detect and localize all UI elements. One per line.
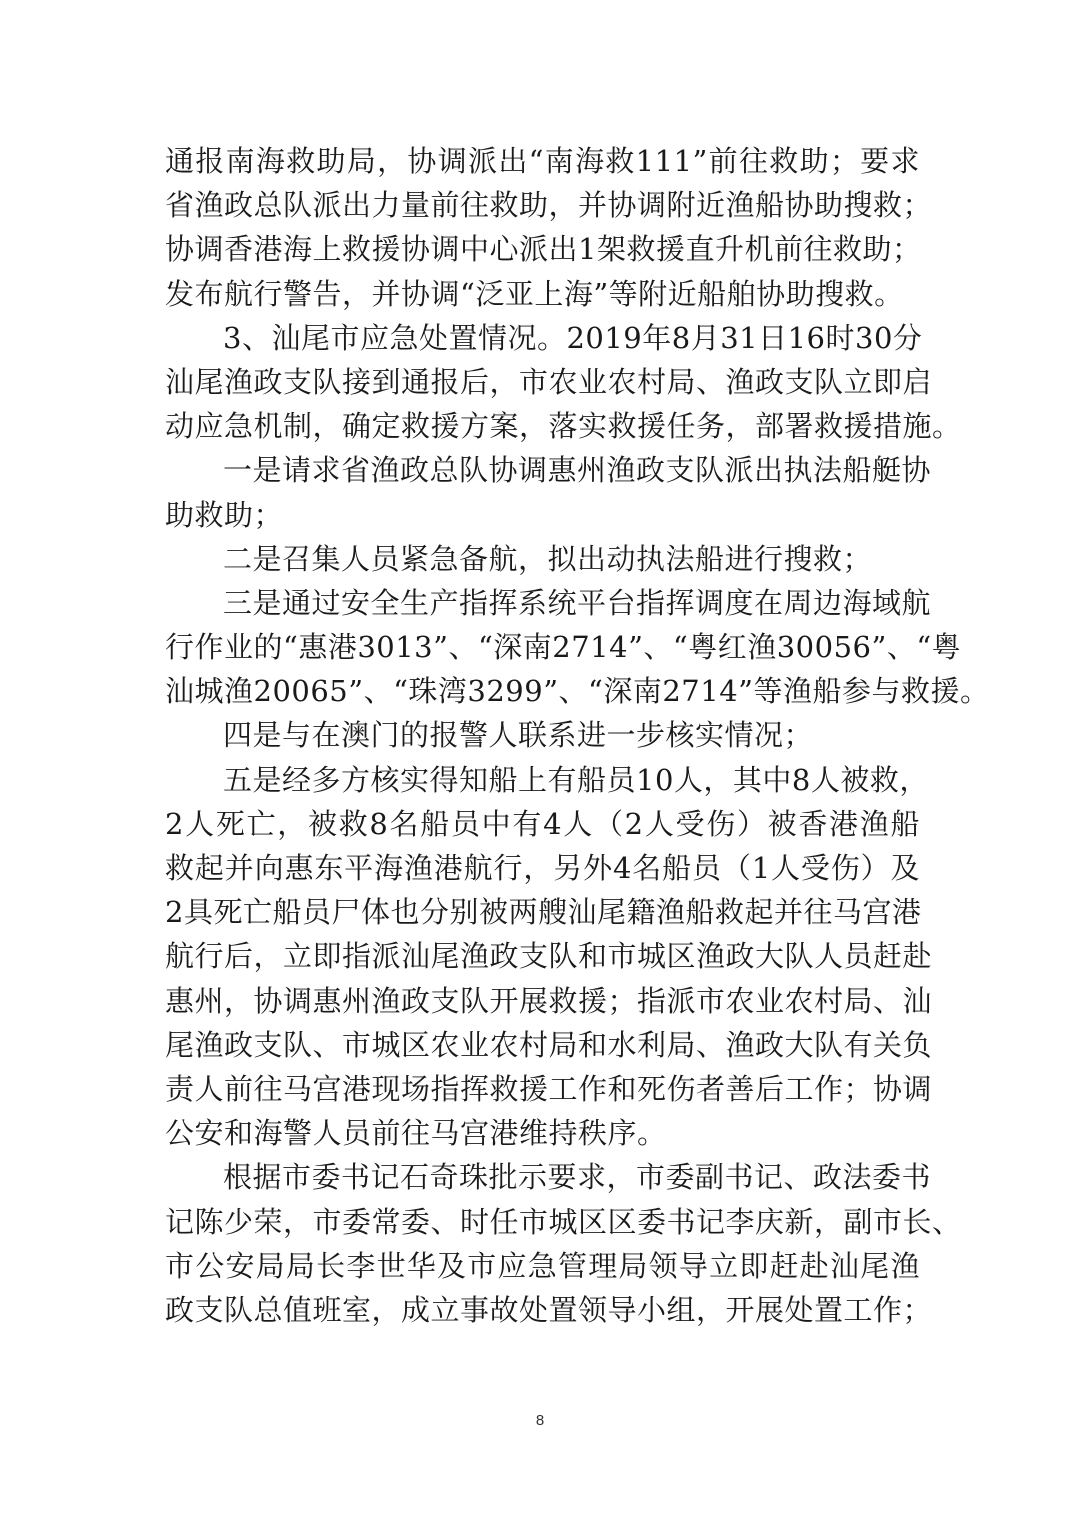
text-line: 行作业的“惠港3013”、“深南2714”、“粤红渔30056”、“粤 <box>165 630 962 665</box>
text-line: 汕尾渔政支队接到通报后，市农业农村局、渔政支队立即启 <box>165 364 933 399</box>
text-line: 三是通过安全生产指挥系统平台指挥调度在周边海域航 <box>223 585 932 620</box>
text-line: 助救助； <box>165 497 284 532</box>
text-line: 省渔政总队派出力量前往救助，并协调附近渔船协助搜救； <box>165 188 933 223</box>
text-line: 政支队总值班室，成立事故处置领导小组，开展处置工作； <box>165 1292 933 1327</box>
text-line: 记陈少荣，市委常委、时任市城区区委书记李庆新，副市长、 <box>165 1204 962 1239</box>
text-line: 2人死亡，被救8名船员中有4人（2人受伤）被香港渔船 <box>165 806 920 841</box>
text-line: 五是经多方核实得知船上有船员10人，其中8人被救， <box>223 762 929 797</box>
text-line: 尾渔政支队、市城区农业农村局和水利局、渔政大队有关负 <box>165 1027 933 1062</box>
text-line: 救起并向惠东平海渔港航行，另外4名船员（1人受伤）及 <box>165 851 920 885</box>
text-line: 根据市委书记石奇珠批示要求，市委副书记、政法委书 <box>223 1160 932 1195</box>
text-line: 动应急机制，确定救援方案，落实救援任务，部署救援措施。 <box>165 409 962 444</box>
document-body <box>165 139 990 1332</box>
text-line: 通报南海救助局，协调派出“南海救111”前往救助；要求 <box>165 144 920 178</box>
text-line: 公安和海警人员前往马宫港维持秩序。 <box>165 1116 667 1151</box>
text-line: 2具死亡船员尸体也分别被两艘汕尾籍渔船救起并往马宫港 <box>165 895 922 930</box>
text-line: 一是请求省渔政总队协调惠州渔政支队派出执法船艇协 <box>223 453 932 488</box>
text-line: 责人前往马宫港现场指挥救援工作和死伤者善后工作；协调 <box>165 1071 933 1106</box>
page-number: 8 <box>535 1412 545 1429</box>
text-line: 航行后，立即指派汕尾渔政支队和市城区渔政大队人员赶赴 <box>165 939 933 974</box>
text-line: 发布航行警告，并协调“泛亚上海”等附近船舶协助搜救。 <box>165 276 904 311</box>
text-line: 市公安局局长李世华及市应急管理局领导立即赶赴汕尾渔 <box>165 1248 920 1283</box>
text-line: 3、汕尾市应急处置情况。2019年8月31日16时30分 <box>223 320 923 355</box>
text-line: 惠州，协调惠州渔政支队开展救援；指派市农业农村局、汕 <box>165 983 933 1018</box>
text-line: 四是与在澳门的报警人联系进一步核实情况； <box>223 718 814 753</box>
text-line: 二是召集人员紧急备航，拟出动执法船进行搜救； <box>223 541 873 576</box>
text-line: 协调香港海上救援协调中心派出1架救援直升机前往救助； <box>165 232 922 267</box>
text-line: 汕城渔20065”、“珠湾3299”、“深南2714”等渔船参与救援。 <box>165 674 990 709</box>
